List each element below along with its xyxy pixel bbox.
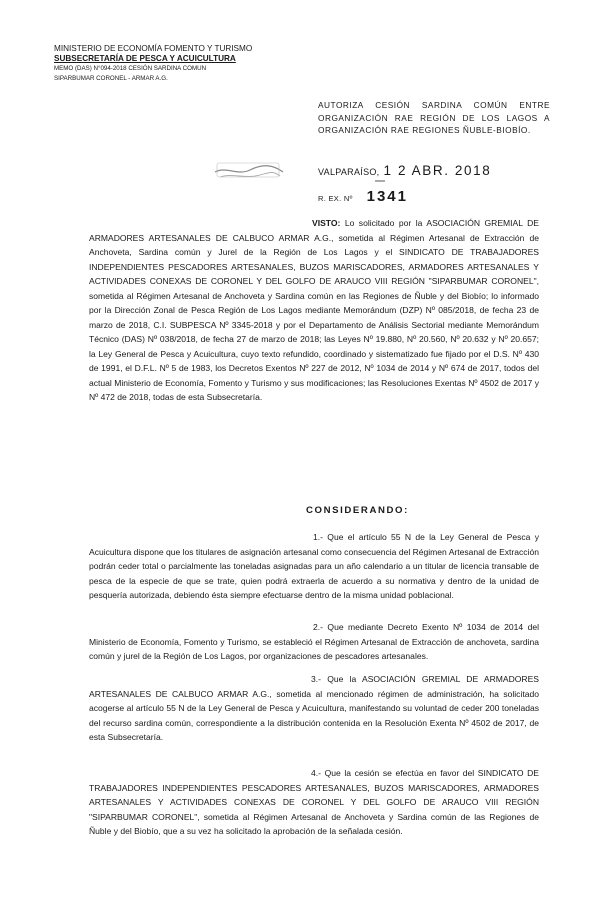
resolution-line: [318, 188, 408, 206]
date-line: [318, 162, 491, 180]
considerando-number: 3.-: [311, 674, 321, 684]
ministry-name: MINISTERIO DE ECONOMÍA FOMENTO Y TURISMO: [54, 44, 253, 53]
resolution-label: R. EX. Nº: [318, 194, 353, 203]
date-stamp: 1 2 ABR. 2018: [383, 163, 492, 178]
considerando-text: Que la cesión se efectúa en favor del SINDICATO DE TRABAJADORES INDEPENDIENTES PESCADORES ARTESANALES, BUZOS MARISCADORES, ARMADORES ARTESANALES Y ACTIVIDADES CONEXAS DE CORONEL Y DEL GOLFO DE ARAUCO VIII REGIÓN "SIPARBUMAR CORONEL", sometida al Régimen Artesanal de Anchoveta y Sardina común de las Regiones de Ñuble y del Biobío, que a su vez ha solicitado la aprobación de la señalada cesión.: [89, 768, 539, 836]
considerando-number: 4.-: [311, 768, 321, 778]
considerando-text: Que la ASOCIACIÓN GREMIAL DE ARMADORES ARTESANALES DE CALBUCO ARMAR A.G., sometida al mencionado régimen de administración, ha solicitado acogerse al artículo 55 N de la Ley General de Pesca y Acuicultura, manifestando su voluntad de ceder 200 toneladas del recurso sardina común, correspondiente a la distribución contenida en la Resolución Exenta Nº 4502 de 2017, de esta Subsecretaría.: [89, 674, 540, 742]
stamp-tick-mark: [374, 178, 386, 184]
considerando-text: Que mediante Decreto Exento Nº 1034 de 2014 del Ministerio de Economía, Fomento y Turismo, se estableció el Régimen Artesanal de Extracción de anchoveta, sardina común y jurel de la Región de Los Lagos, por organizaciones de pescadores artesanales.: [89, 622, 539, 661]
subsecretaria-name: SUBSECRETARÍA DE PESCA Y ACUICULTURA: [54, 54, 236, 63]
visto-label: VISTO:: [312, 218, 341, 228]
letterhead: [54, 44, 294, 84]
considerando-text: Que el artículo 55 N de la Ley General de Pesca y Acuicultura dispone que los titulares de asignación artesanal como consecuencia del Régimen Artesanal de Extracción podrán ceder total o parcialmente las toneladas asignadas para un año calendario a un titular de licencia transable de pesca de la especie de que se trate, quien podrá extraerla de acuerdo a su normativa y dentro de la unidad de pesquería autorizada, debiendo ésta siempre efectuarse dentro de la misma unidad poblacional.: [89, 532, 540, 600]
resolution-number: 1341: [366, 188, 408, 205]
considerando-4: [89, 766, 539, 839]
visto-text: Lo solicitado por la ASOCIACIÓN GREMIAL DE ARMADORES ARTESANALES DE CALBUCO ARMAR A.G., sometida al Régimen Artesanal de Extracción de Anchoveta, Sardina común y Jurel de la Región de Los Lagos y el SINDICATO DE TRABAJADORES INDEPENDIENTES PESCADORES ARTESANALES, BUZOS MARISCADORES, ARMADORES ARTESANALES Y ACTIVIDADES CONEXAS DE CORONEL Y DEL GOLFO DE ARAUCO VIII REGIÓN "SIPARBUMAR CORONEL", sometida al Régimen Artesanal de Anchoveta y Sardina común en las Regiones de Ñuble y del Biobío; lo informado por la Dirección Zonal de Pesca Región de Los Lagos mediante Memorándum (DZP) Nº 085/2018, de fecha 23 de marzo de 2018, C.I. SUBPESCA Nº 3345-2018 y por el Departamento de Análisis Sectorial mediante Memorándum Técnico (DAS) Nº 038/2018, de fecha 27 de marzo de 2018; las Leyes Nº 19.880, Nº 20.560, Nº 20.632 y Nº 20.657; la Ley General de Pesca y Acuicultura, cuyo texto refundido, coordinado y sistematizado fue fijado por el D.S. Nº 430 de 1991, el D.F.L. Nº 5 de 1983, los Decretos Exentos Nº 227 de 2012, Nº 1034 de 2014 y Nº 674 de 2017, todos del actual Ministerio de Economía, Fomento y Turismo y sus modificaciones; las Resoluciones Exentas Nº 4502 de 2017 y Nº 472 de 2018, todas de esta Subsecretaría.: [89, 218, 540, 402]
visto-paragraph: [89, 216, 539, 405]
considerando-heading: CONSIDERANDO:: [306, 505, 409, 516]
document-title: AUTORIZA CESIÓN SARDINA COMÚN ENTRE ORGANIZACIÓN RAE REGIÓN DE LOS LAGOS A ORGANIZACIÓN RAE REGIONES ÑUBLE-BIOBÍO.: [318, 100, 550, 135]
considerando-3: [89, 672, 539, 745]
office-stamp: [212, 158, 286, 182]
considerando-1: [89, 530, 539, 603]
considerando-2: [89, 620, 539, 664]
considerando-number: 2.-: [313, 622, 323, 632]
memo-reference-parties: SIPARBUMAR CORONEL - ARMAR A.G.: [54, 75, 168, 82]
considerando-number: 1.-: [313, 532, 323, 542]
memo-reference: MEMO (DAS) N°094-2018 CESIÓN SARDINA COMUN: [54, 65, 207, 72]
place-label: VALPARAÍSO,: [318, 167, 380, 177]
